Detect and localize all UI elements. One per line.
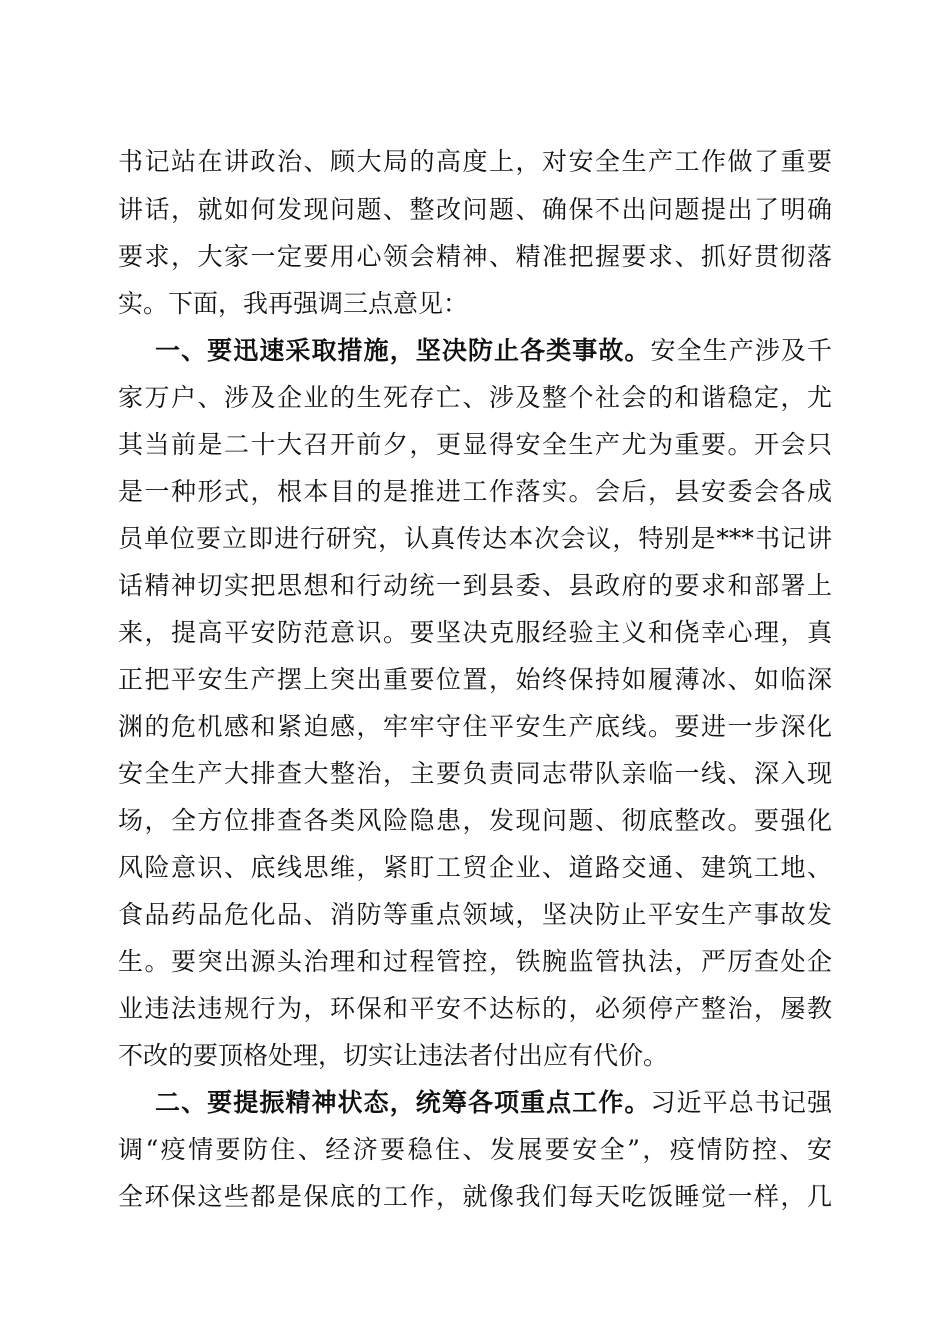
- paragraph-line: 不改的要顶格处理，切实让违法者付出应有代价。: [118, 1041, 669, 1070]
- paragraph-line: 家万户、涉及企业的生死存亡、涉及整个社会的和谐稳定，尤: [118, 383, 832, 412]
- paragraph-line: 来，提高平安防范意识。要坚决克服经验主义和侥幸心理，真: [118, 618, 832, 647]
- paragraph-line: 全环保这些都是保底的工作，就像我们每天吃饭睡觉一样，几: [118, 1182, 832, 1211]
- paragraph-line: 生。要突出源头治理和过程管控，铁腕监管执法，严厉查处企: [118, 947, 832, 976]
- paragraph-line: 场，全方位排查各类风险隐患，发现问题、彻底整改。要强化: [118, 806, 832, 835]
- paragraph-line: 风险意识、底线思维，紧盯工贸企业、道路交通、建筑工地、: [118, 853, 832, 882]
- section-1-text-start: 安全生产涉及千: [650, 336, 832, 365]
- paragraph-line: 渊的危机感和紧迫感，牢牢守住平安生产底线。要进一步深化: [118, 712, 832, 741]
- paragraph-line: 员单位要立即进行研究，认真传达本次会议，特别是***书记讲: [118, 524, 832, 553]
- section-1-first-line: [155, 334, 832, 368]
- paragraph-line: 安全生产大排查大整治，主要负责同志带队亲临一线、深入现: [118, 759, 832, 788]
- paragraph-line: 是一种形式，根本目的是推进工作落实。会后，县安委会各成: [118, 477, 832, 506]
- paragraph-line: 书记站在讲政治、顾大局的高度上，对安全生产工作做了重要: [118, 147, 832, 176]
- paragraph-line: 要求，大家一定要用心领会精神、精准把握要求、抓好贯彻落: [118, 242, 832, 271]
- section-1-heading: 一、要迅速采取措施，坚决防止各类事故。: [155, 336, 651, 365]
- section-2-text-start: 习近平总书记强: [650, 1088, 832, 1117]
- section-2-heading: 二、要提振精神状态，统筹各项重点工作。: [155, 1088, 651, 1117]
- paragraph-line: 正把平安生产摆上突出重要位置，始终保持如履薄冰、如临深: [118, 665, 832, 694]
- paragraph-line: 其当前是二十大召开前夕，更显得安全生产尤为重要。开会只: [118, 430, 832, 459]
- paragraph-line: 食品药品危化品、消防等重点领域，坚决防止平安生产事故发: [118, 900, 832, 929]
- paragraph-line: 实。下面，我再强调三点意见：: [118, 289, 469, 318]
- paragraph-line: 调“疫情要防住、经济要稳住、发展要安全”，疫情防控、安: [118, 1135, 832, 1164]
- section-2-first-line: [155, 1086, 832, 1120]
- paragraph-line: 讲话，就如何发现问题、整改问题、确保不出问题提出了明确: [118, 195, 832, 224]
- paragraph-line: 话精神切实把思想和行动统一到县委、县政府的要求和部署上: [118, 571, 832, 600]
- paragraph-line: 业违法违规行为，环保和平安不达标的，必须停产整治，屡教: [118, 994, 832, 1023]
